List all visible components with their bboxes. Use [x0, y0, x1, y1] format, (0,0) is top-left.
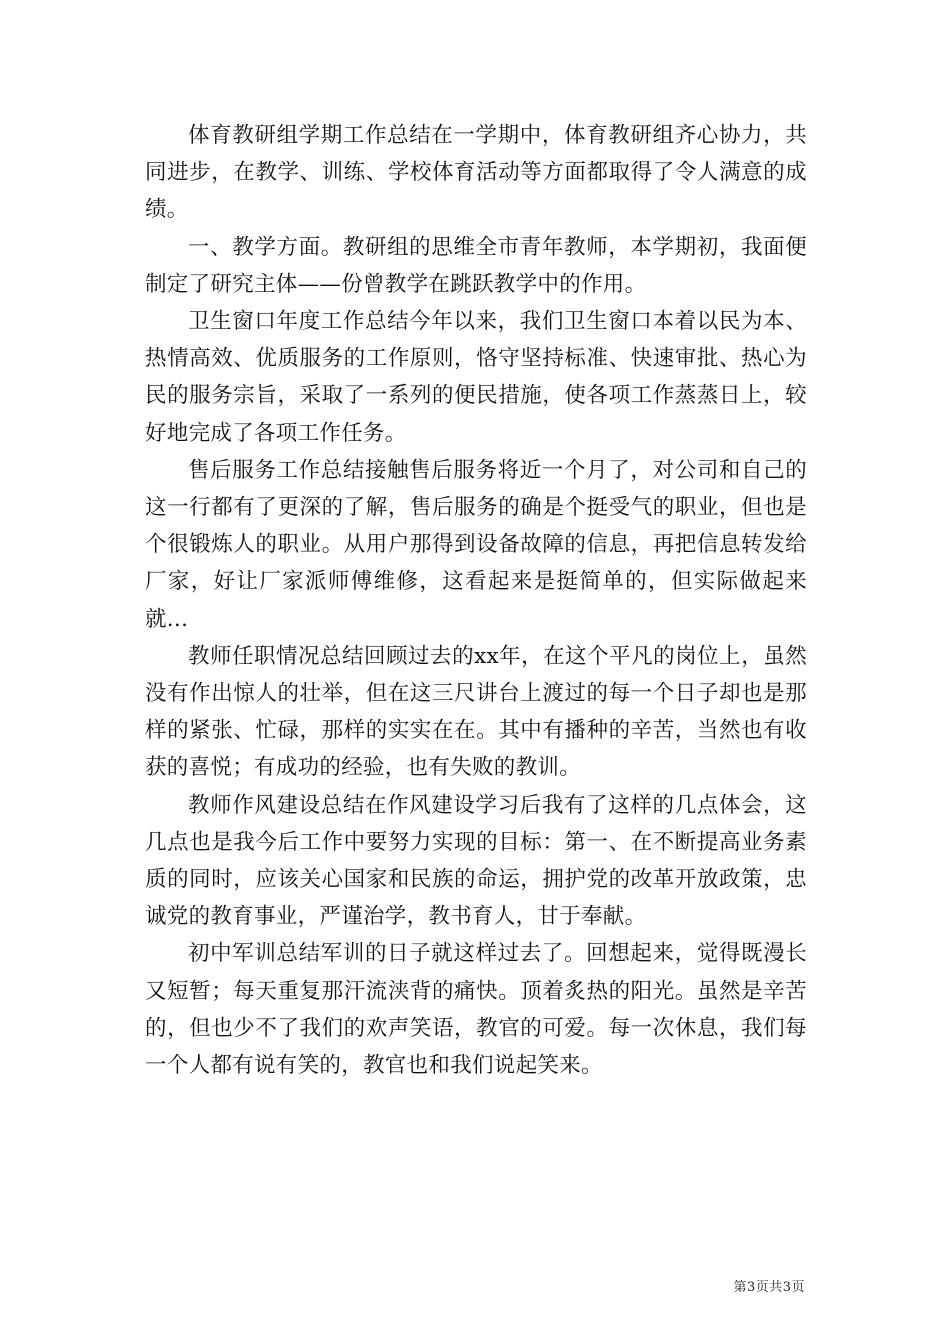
paragraph-military-training: 初中军训总结军训的日子就这样过去了。回想起来，觉得既漫长又短暂；每天重复那汗流浃背的痛快。顶着炙热的阳光。虽然是辛苦的，但也少不了我们的欢声笑语，教官的可爱。每一次休息，我们每一个人都有说有笑的，教官也和我们说起笑来。 — [145, 941, 807, 1079]
paragraph-health-window: 卫生窗口年度工作总结今年以来，我们卫生窗口本着以民为本、热情高效、优质服务的工作原则，恪守坚持标准、快速审批、热心为民的服务宗旨，采取了一系列的便民措施，使各项工作蒸蒸日上，较好地完成了各项工作任务。 — [145, 309, 807, 446]
document-body — [145, 117, 807, 1084]
paragraph-after-sales: 售后服务工作总结接触售后服务将近一个月了，对公司和自己的这一行都有了更深的了解，售后服务的确是个挺受气的职业，但也是个很锻炼人的职业。从用户那得到设备故障的信息，再把信息转发给厂家，好让厂家派师傅维修，这看起来是挺简单的，但实际做起来就... — [145, 457, 807, 632]
paragraph-teaching: 一、教学方面。教研组的思维全市青年教师，本学期初，我面便制定了研究主体——份曾教学在跳跃教学中的作用。 — [145, 234, 807, 297]
paragraph-teacher-tenure: 教师任职情况总结回顾过去的xx年，在这个平凡的岗位上，虽然没有作出惊人的壮举，但在这三尺讲台上渡过的每一个日子却也是那样的紧张、忙碌，那样的实实在在。其中有播种的辛苦，当然也有收获的喜悦；有成功的经验，也有失败的教训。 — [145, 643, 807, 781]
paragraph-teacher-conduct: 教师作风建设总结在作风建设学习后我有了这样的几点体会，这几点也是我今后工作中要努力实现的目标：第一、在不断提高业务素质的同时，应该关心国家和民族的命运，拥护党的改革开放政策，忠诚党的教育事业，严谨治学，教书育人，甘于奉献。 — [145, 792, 807, 930]
paragraph-pe-summary: 体育教研组学期工作总结在一学期中，体育教研组齐心协力，共同进步，在教学、训练、学校体育活动等方面都取得了令人满意的成绩。 — [145, 123, 807, 223]
page-number-footer: 第3页共3页 — [733, 1280, 805, 1295]
